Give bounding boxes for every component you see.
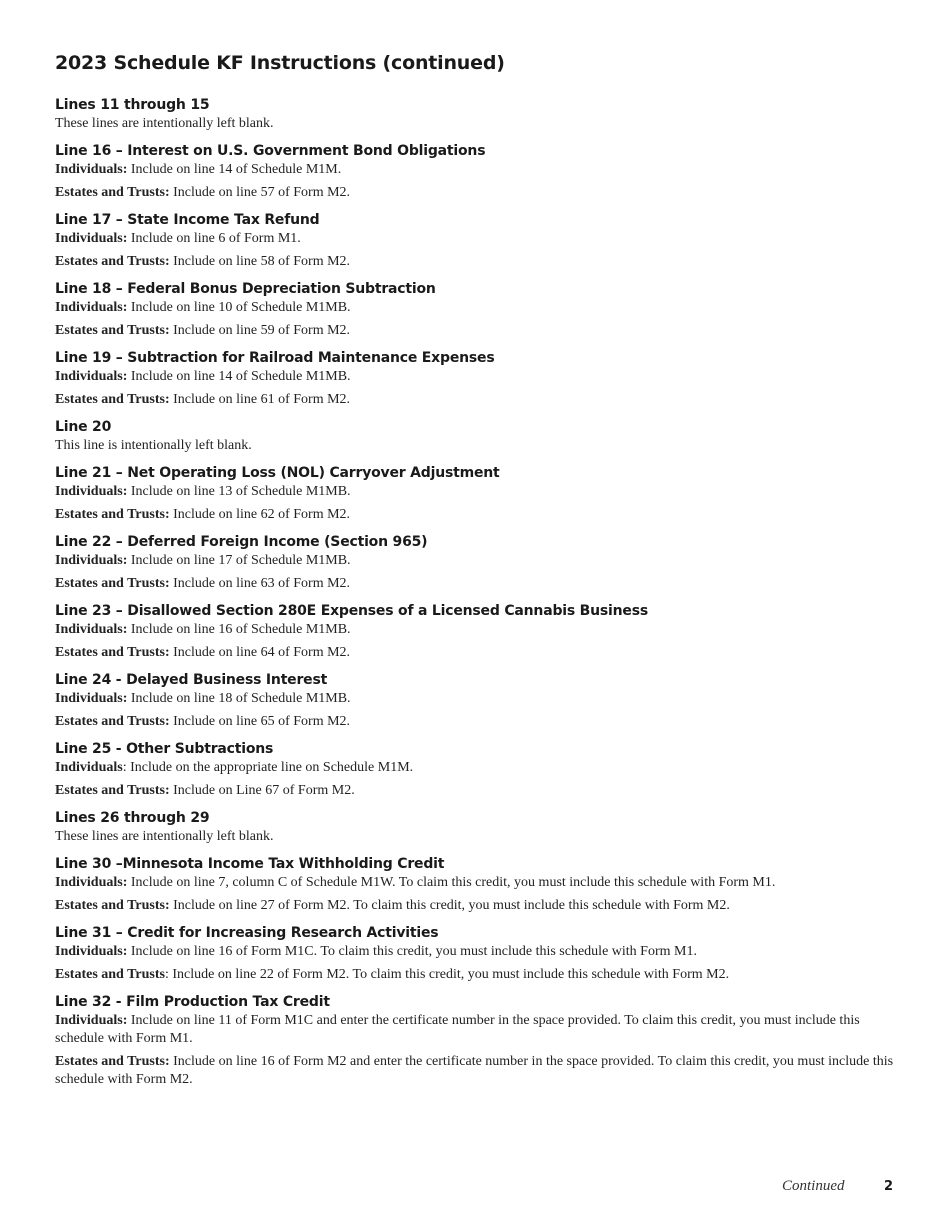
section-heading: Line 23 – Disallowed Section 280E Expenses of a Licensed Cannabis Business (55, 603, 648, 619)
continued-label: Continued (782, 1178, 845, 1194)
instruction-line (55, 322, 895, 340)
instruction-line (55, 828, 895, 846)
line-label: Estates and Trusts (55, 967, 165, 982)
line-text: Include on line 63 of Form M2. (169, 576, 351, 591)
line-text: Include on line 16 of Form M2 and enter the certificate number in the space provided. To claim this credit, you must include this schedule with Form M2. (55, 1054, 894, 1087)
line-text: Include on line 61 of Form M2. (169, 392, 351, 407)
instruction-section (55, 280, 895, 340)
section-heading: Line 24 - Delayed Business Interest (55, 672, 328, 688)
instruction-line (55, 621, 895, 639)
instruction-line (55, 1053, 895, 1089)
section-heading: Line 18 – Federal Bonus Depreciation Subtraction (55, 281, 436, 297)
instruction-section (55, 740, 895, 800)
instruction-line (55, 299, 895, 317)
instruction-line (55, 161, 895, 179)
section-heading: Lines 26 through 29 (55, 810, 210, 826)
instruction-section (55, 418, 895, 455)
instruction-line (55, 368, 895, 386)
line-label: Individuals: (55, 300, 128, 315)
instruction-section (55, 855, 895, 915)
line-label: Estates and Trusts: (55, 185, 170, 200)
section-heading: Line 21 – Net Operating Loss (NOL) Carryover Adjustment (55, 465, 500, 481)
line-label: Individuals: (55, 875, 128, 890)
instruction-section (55, 602, 895, 662)
instruction-line (55, 391, 895, 409)
line-label: Estates and Trusts: (55, 576, 170, 591)
line-label: Estates and Trusts: (55, 323, 170, 338)
line-label: Estates and Trusts: (55, 783, 170, 798)
line-text: Include on line 59 of Form M2. (169, 323, 351, 338)
line-text: This line is intentionally left blank. (55, 438, 252, 453)
section-heading: Line 31 – Credit for Increasing Research Activities (55, 925, 439, 941)
line-text: Include on line 27 of Form M2. To claim this credit, you must include this schedule with Form M2. (169, 898, 730, 913)
line-text: : Include on the appropriate line on Schedule M1M. (122, 760, 414, 775)
line-text: Include on Line 67 of Form M2. (169, 783, 355, 798)
instruction-line (55, 230, 895, 248)
line-label: Individuals: (55, 231, 128, 246)
line-text: Include on line 17 of Schedule M1MB. (127, 553, 351, 568)
section-heading: Line 16 – Interest on U.S. Government Bond Obligations (55, 143, 486, 159)
line-label: Individuals: (55, 691, 128, 706)
instruction-line (55, 1012, 895, 1048)
instruction-line (55, 437, 895, 455)
line-label: Estates and Trusts: (55, 645, 170, 660)
line-text: Include on line 13 of Schedule M1MB. (127, 484, 351, 499)
instruction-line (55, 575, 895, 593)
line-label: Estates and Trusts: (55, 898, 170, 913)
instruction-line (55, 943, 895, 961)
instruction-section (55, 993, 895, 1089)
line-label: Individuals: (55, 484, 128, 499)
instruction-line (55, 874, 895, 892)
line-text: Include on line 7, column C of Schedule M1W. To claim this credit, you must include this schedule with Form M1. (127, 875, 776, 890)
instruction-line (55, 713, 895, 731)
line-text: Include on line 11 of Form M1C and enter the certificate number in the space provided. To claim this credit, you must include this schedule with Form M1. (55, 1013, 860, 1046)
line-text: Include on line 14 of Schedule M1M. (127, 162, 342, 177)
line-label: Individuals: (55, 369, 128, 384)
line-label: Estates and Trusts: (55, 507, 170, 522)
instruction-line (55, 966, 895, 984)
line-label: Estates and Trusts: (55, 392, 170, 407)
instruction-line (55, 690, 895, 708)
line-label: Estates and Trusts: (55, 714, 170, 729)
instruction-section (55, 211, 895, 271)
line-text: Include on line 65 of Form M2. (169, 714, 351, 729)
instruction-section (55, 142, 895, 202)
instruction-line (55, 506, 895, 524)
line-text: These lines are intentionally left blank. (55, 116, 274, 131)
instruction-section (55, 96, 895, 133)
line-text: Include on line 6 of Form M1. (127, 231, 301, 246)
line-label: Estates and Trusts: (55, 1054, 170, 1069)
instruction-line (55, 759, 895, 777)
page-title: 2023 Schedule KF Instructions (continued) (55, 52, 505, 74)
section-heading: Lines 11 through 15 (55, 97, 210, 113)
section-heading: Line 19 – Subtraction for Railroad Maintenance Expenses (55, 350, 495, 366)
instruction-line (55, 897, 895, 915)
instruction-line (55, 644, 895, 662)
instruction-line (55, 483, 895, 501)
line-text: Include on line 57 of Form M2. (169, 185, 351, 200)
instruction-section (55, 671, 895, 731)
instruction-line (55, 552, 895, 570)
instruction-section (55, 924, 895, 984)
instruction-line (55, 115, 895, 133)
line-text: Include on line 16 of Form M1C. To claim this credit, you must include this schedule with Form M1. (127, 944, 697, 959)
instruction-section (55, 464, 895, 524)
line-text: Include on line 18 of Schedule M1MB. (127, 691, 351, 706)
section-heading: Line 32 - Film Production Tax Credit (55, 994, 330, 1010)
line-label: Individuals: (55, 622, 128, 637)
page-number: 2 (884, 1179, 894, 1194)
line-text: Include on line 58 of Form M2. (169, 254, 351, 269)
line-text: These lines are intentionally left blank. (55, 829, 274, 844)
line-text: Include on line 62 of Form M2. (169, 507, 351, 522)
line-label: Individuals: (55, 553, 128, 568)
instruction-section (55, 533, 895, 593)
line-label: Individuals: (55, 944, 128, 959)
line-label: Estates and Trusts: (55, 254, 170, 269)
line-label: Individuals (55, 760, 123, 775)
instruction-section (55, 349, 895, 409)
instruction-line (55, 782, 895, 800)
section-heading: Line 22 – Deferred Foreign Income (Section 965) (55, 534, 428, 550)
instruction-sections (55, 96, 895, 1098)
instruction-line (55, 253, 895, 271)
instruction-line (55, 184, 895, 202)
section-heading: Line 17 – State Income Tax Refund (55, 212, 320, 228)
line-text: Include on line 16 of Schedule M1MB. (127, 622, 351, 637)
instruction-section (55, 809, 895, 846)
line-label: Individuals: (55, 162, 128, 177)
section-heading: Line 25 - Other Subtractions (55, 741, 274, 757)
line-label: Individuals: (55, 1013, 128, 1028)
line-text: Include on line 64 of Form M2. (169, 645, 351, 660)
line-text: : Include on line 22 of Form M2. To claim this credit, you must include this schedule with Form M2. (164, 967, 730, 982)
line-text: Include on line 14 of Schedule M1MB. (127, 369, 351, 384)
line-text: Include on line 10 of Schedule M1MB. (127, 300, 351, 315)
section-heading: Line 20 (55, 419, 112, 435)
section-heading: Line 30 –Minnesota Income Tax Withholding Credit (55, 856, 445, 872)
